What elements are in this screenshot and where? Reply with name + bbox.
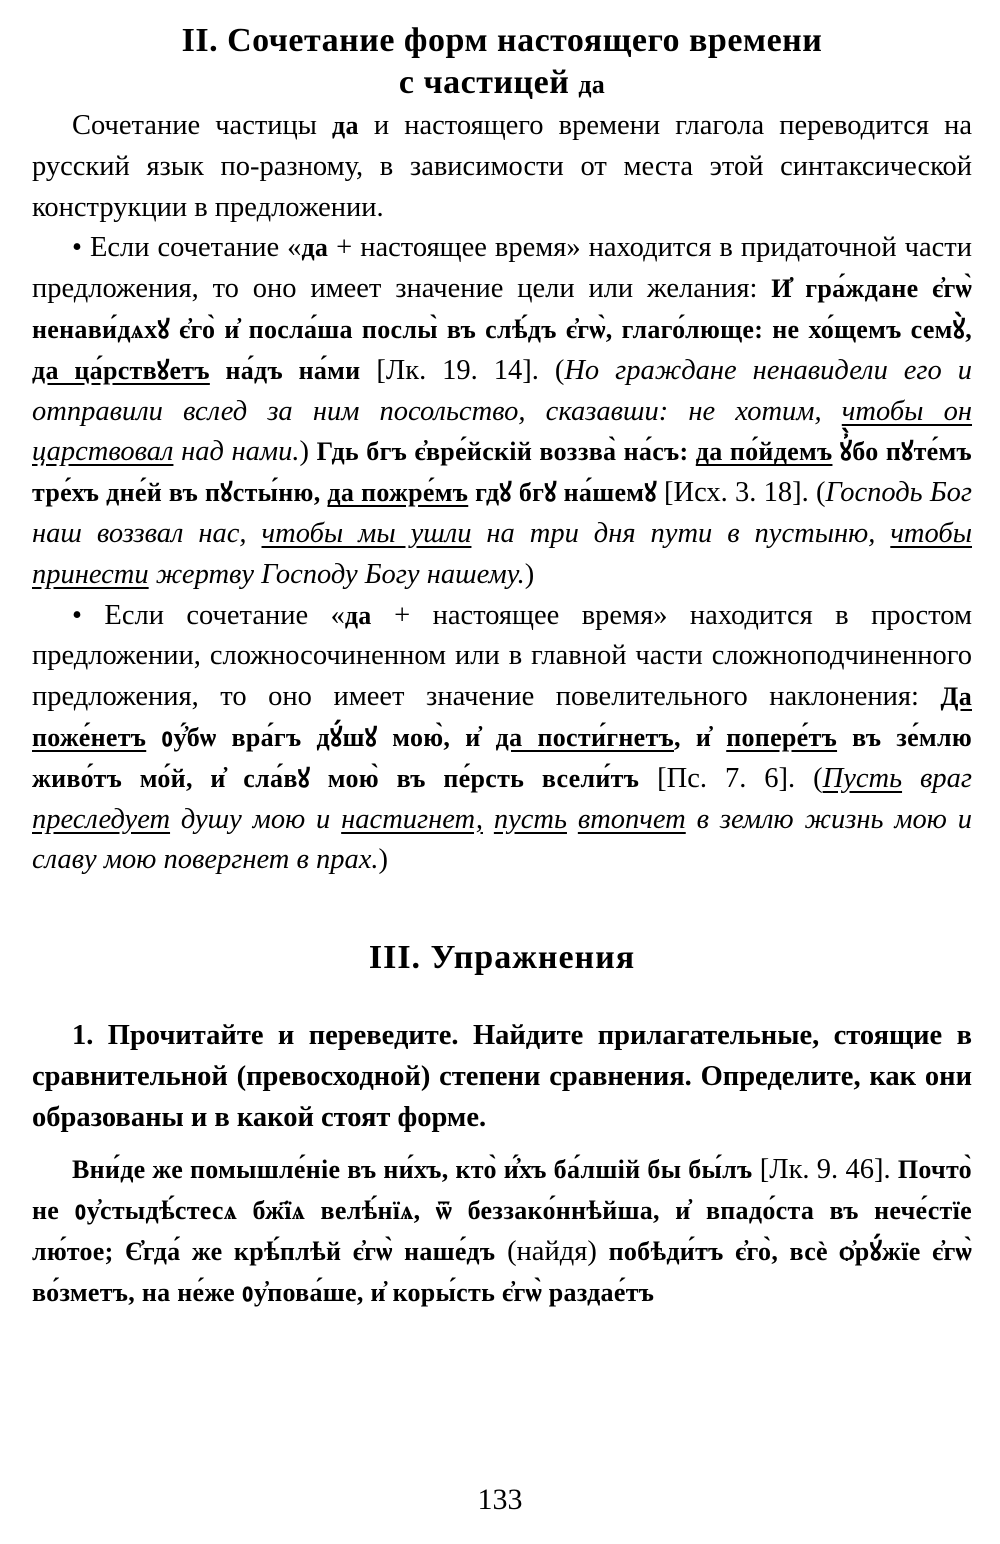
section-2-title-line-1: II. Сочетание форм настоящего времени xyxy=(181,22,823,59)
church-slavonic-underlined-5: да пости́гнетъ xyxy=(495,722,674,752)
translation-3-underlined-3: настигнет, xyxy=(341,803,483,835)
bullet-2-paragraph xyxy=(32,596,972,882)
task-1-instruction: 1. Прочитайте и переведите. Найдите прилагательные, стоящие в сравнительной (превосходной) степени сравнения. Определите, как они образованы и в какой стоят форме. xyxy=(32,1020,972,1134)
intro-particle: да xyxy=(332,111,359,140)
translation-3-d xyxy=(567,804,578,835)
translation-3-underlined-2: преследует xyxy=(32,803,171,835)
intro-text-1: Сочетание частицы xyxy=(72,110,333,141)
paren-close-1: ) xyxy=(299,436,317,468)
bullet-2-text-2: + настоящее время» находится в простом предложении, сложносочиненном или в главной части сложноподчиненного предложения, то оно имеет значение повелительного наклонения: xyxy=(32,599,973,713)
bullet-1-text-2: + настоящее время» находится в придаточной части предложения, то оно имеет значение цели или желания: xyxy=(32,232,972,305)
reference-exodus: [Исх. 3. 18]. ( xyxy=(656,477,826,509)
section-2-title xyxy=(32,20,972,106)
section-2-title-line-2: с частицей xyxy=(398,64,579,101)
translation-2-underlined: чтобы мы ушли xyxy=(261,517,472,549)
reference-luke: [Лк. 19. 14]. ( xyxy=(360,354,565,386)
church-slavonic-quote-2-end: гдꙋ бгꙋ на́шемꙋ xyxy=(468,478,657,508)
intro-paragraph xyxy=(32,106,972,228)
paren-close-3: ) xyxy=(378,844,389,876)
church-slavonic-underlined-2: да по́йдемъ xyxy=(695,437,833,467)
exercise-church-slavonic-3: побѣди́тъ є҆го̀, всѐ ѻ҆рꙋ́жїе є҆гѡ̀ во́зметъ, на не́же ᲂу҆пова́ше, и҆ коры́сть є҆гѡ̀ раздае́тъ xyxy=(32,1236,973,1307)
church-slavonic-quote-1: И҆ гра́ждане є҆гѡ̀ ненави́дѧхꙋ є҆го̀ и҆ посла́ша послы̀ въ слѣ́дъ є҆гѡ̀, глаго́люще: не хо́щемъ семꙋ̀, xyxy=(32,274,972,344)
translation-2-mid: на три дня пути в пустыню, xyxy=(471,517,891,549)
exercise-church-slavonic-1: Вни́де же помышле́ніе въ ни́хъ, кто̀ и҆́хъ ба́лшій бы бы́лъ xyxy=(72,1155,753,1185)
bullet-1-paragraph xyxy=(32,228,972,595)
bullet-2-particle: да xyxy=(344,600,372,630)
paren-close-2: ) xyxy=(524,558,535,590)
translation-3-underlined-4: пусть xyxy=(493,803,567,835)
translation-3-underlined-1: Пусть xyxy=(822,762,903,794)
page-number: 133 xyxy=(477,1483,523,1516)
exercise-text xyxy=(32,1150,972,1313)
translation-1-underlined: чтобы он царствовал xyxy=(32,395,972,468)
translation-1-end: над нами. xyxy=(173,436,300,468)
page-content xyxy=(32,20,972,1313)
translation-2-underlined-2: чтобы принести xyxy=(32,517,972,590)
church-slavonic-underlined-4: Да поже́нетъ xyxy=(32,682,972,752)
intro-text-2: и настоящего времени глагола переводится на русский язык по-разному, в зависимости от места этой синтаксической конструкции в предложении. xyxy=(32,110,972,223)
exercise-church-slavonic-2: Почто̀ не ᲂу҆стыдѣ́стесѧ бж҃їѧ велѣ́нїѧ, ѿ беззако́ннѣйша, и҆ впадо́ста въ нече́стїе лю́тое; Є҆гда́ же крѣ́плѣй є҆гѡ̀ наше́дъ xyxy=(32,1155,972,1266)
section-3-title: III. Упражнения xyxy=(368,939,636,977)
church-slavonic-underlined-1: да ца́рствꙋетъ xyxy=(32,355,210,385)
translation-3-b: душу мою и xyxy=(170,803,342,835)
church-slavonic-quote-2-mid: ꙋ҆̀бо пꙋте́мъ тре́хъ дне́й въ пꙋсты́ню, xyxy=(32,437,972,508)
translation-3-underlined-5: втопчет xyxy=(577,803,686,835)
church-slavonic-quote-2: Гдь бгъ є҆вре́йскій воззва̀ на́съ: xyxy=(316,437,696,467)
translation-1: Но граждане ненавидели его и отправили вслед за ним посольство, сказавши: не хотим, xyxy=(32,354,972,427)
translation-2-end: жертву Господу Богу нашему. xyxy=(148,558,525,590)
translation-2: Господь Бог наш воззвал нас, xyxy=(32,477,973,549)
church-slavonic-quote-3: ᲂу҆́бѡ вра́гъ дꙋ́шꙋ мою̀, и҆ xyxy=(146,722,496,752)
translation-3-c xyxy=(483,804,494,835)
section-2-title-particle: да xyxy=(578,70,606,99)
translation-3-a: враг xyxy=(902,762,972,794)
church-slavonic-underlined-6: попере́тъ xyxy=(726,722,838,752)
exercise-gloss: (найдя) xyxy=(495,1235,609,1267)
church-slavonic-quote-1-end: на́дъ на́ми xyxy=(209,355,361,385)
bullet-1-text-1: • Если сочетание « xyxy=(72,232,302,264)
church-slavonic-underlined-3: да пожре́мъ xyxy=(327,478,469,508)
translation-3-e: в землю жизнь мою и славу мою повергнет в прах. xyxy=(32,803,972,876)
reference-psalm: [Пс. 7. 6]. ( xyxy=(639,762,823,794)
church-slavonic-quote-3-mid: , и҆ xyxy=(674,722,727,752)
bullet-1-particle: да xyxy=(301,233,329,263)
bullet-2-text-1: • Если сочетание « xyxy=(72,599,345,631)
church-slavonic-quote-3-end: въ зе́млю живо́тъ мо́й, и҆ сла́вꙋ мою̀ въ пе́рсть всели́тъ xyxy=(32,722,972,793)
exercise-reference: [Лк. 9. 46]. xyxy=(752,1154,898,1186)
